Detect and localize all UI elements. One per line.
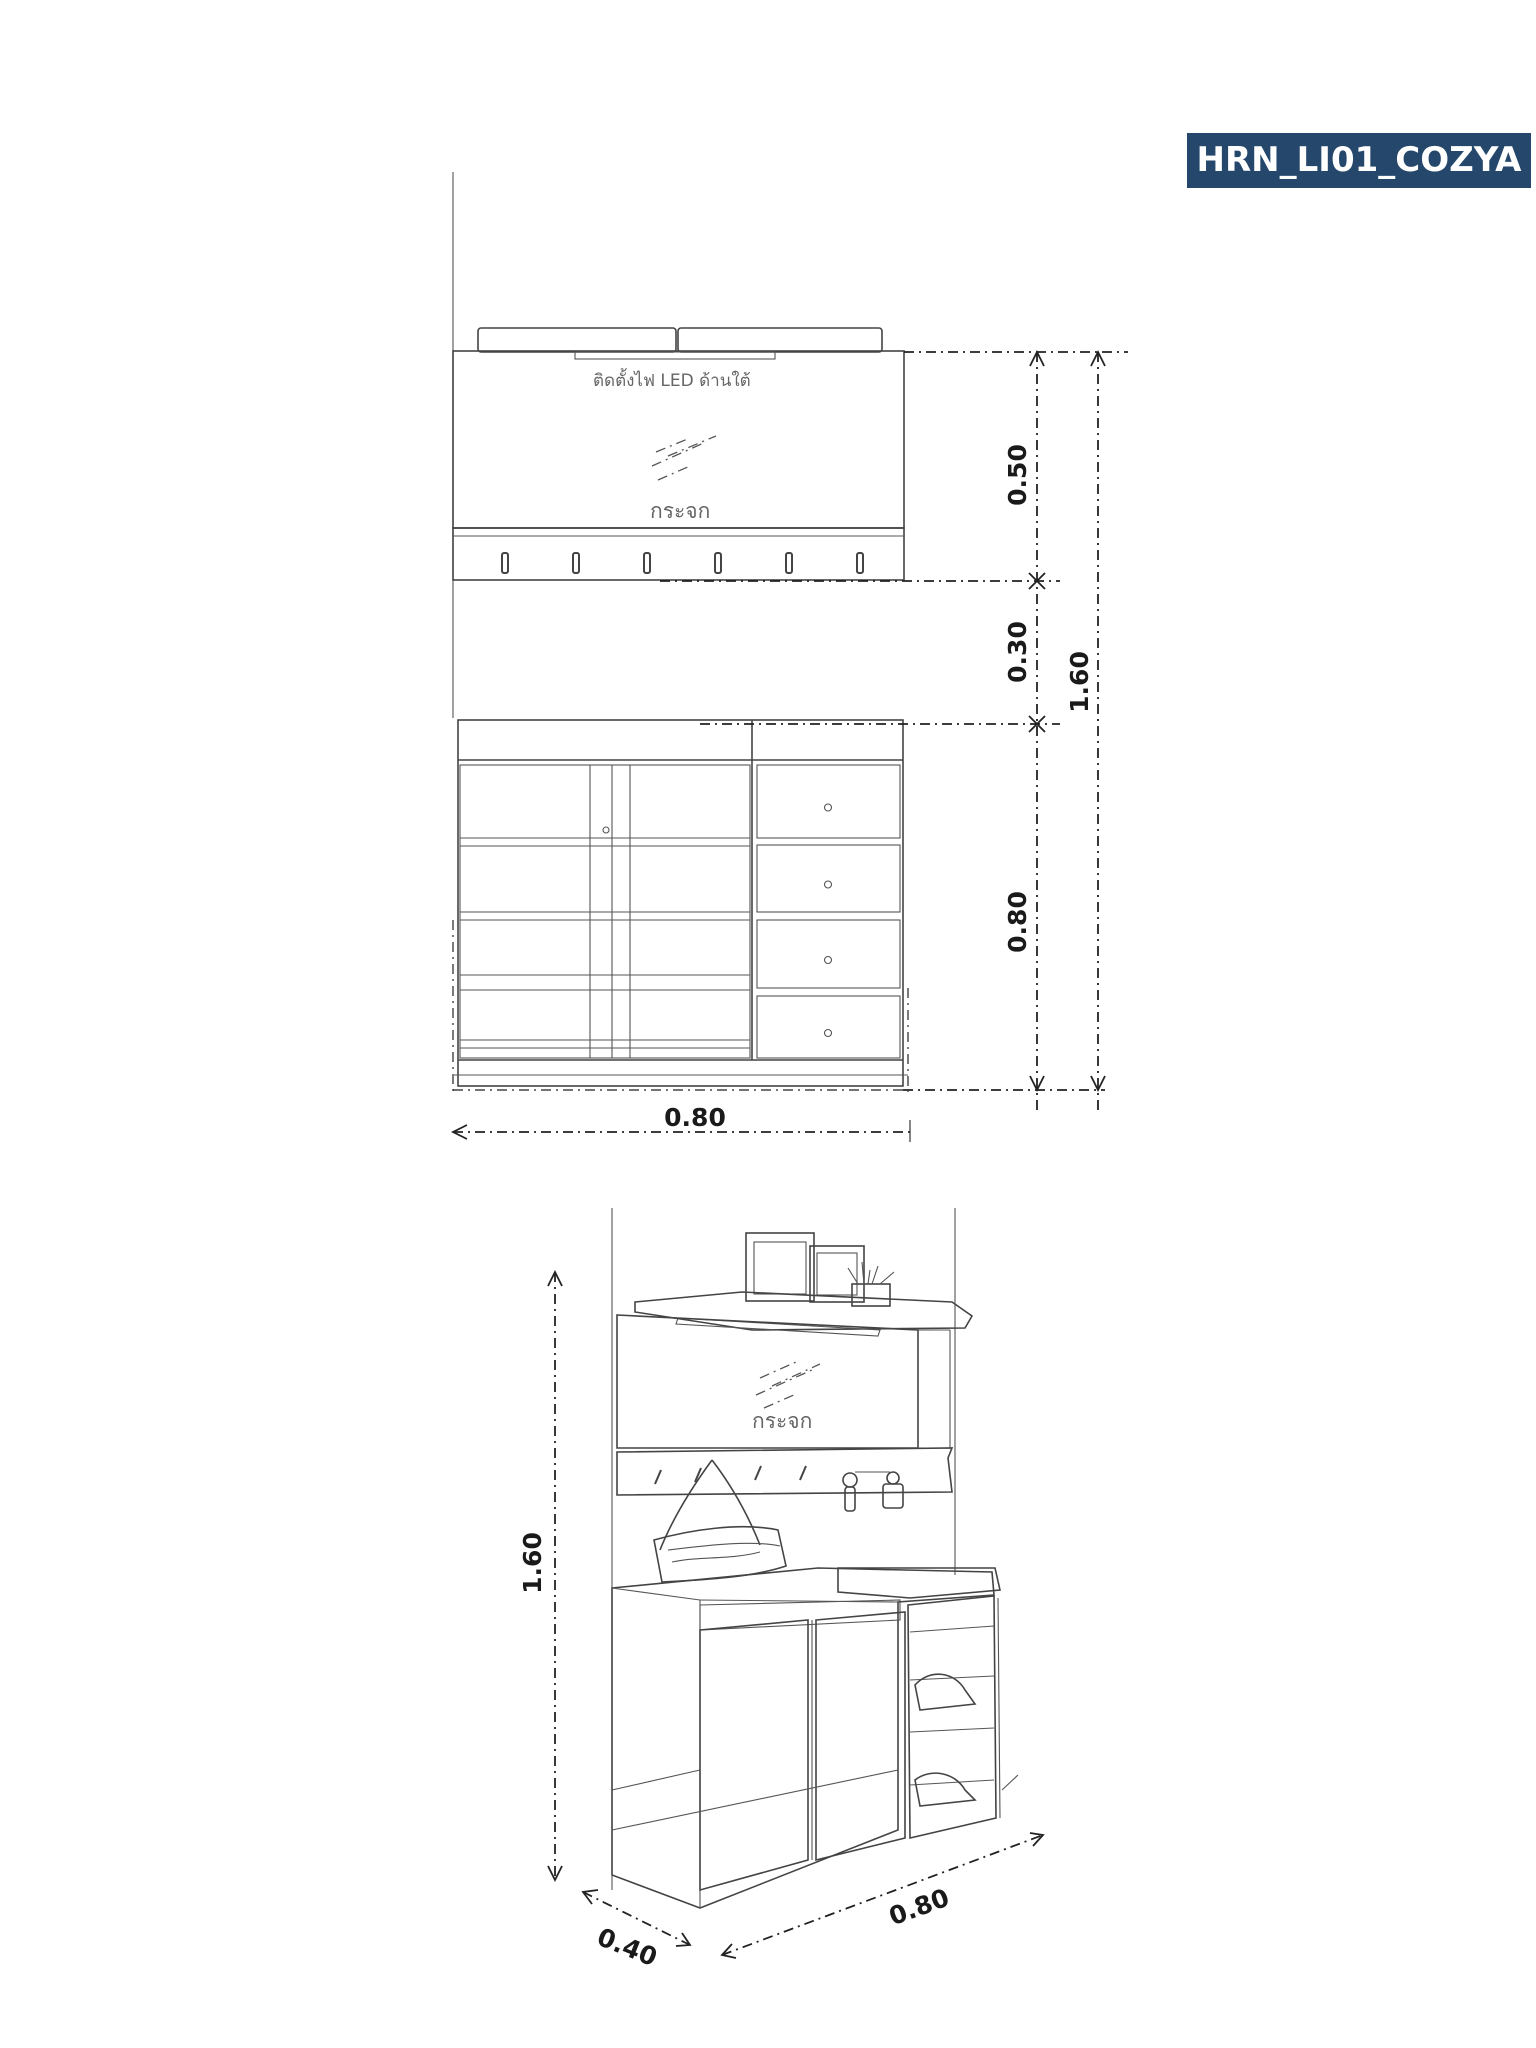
mirror-label: กระจก: [752, 1409, 813, 1433]
hooks: [655, 1466, 806, 1484]
picture-frame-right: [810, 1246, 864, 1302]
mirror-label: กระจก: [650, 499, 711, 523]
dim-width-label: 0.80: [664, 1103, 726, 1132]
hook: [786, 553, 792, 573]
door-knob: [603, 827, 609, 833]
front-elevation: [453, 172, 1128, 1142]
drawer: [757, 920, 900, 988]
drawer-knob: [825, 804, 832, 811]
hook: [800, 1466, 806, 1480]
drawer: [757, 845, 900, 912]
top-shelf-right: [678, 328, 882, 352]
hook: [502, 553, 508, 573]
dim-depth-label: 0.40: [593, 1922, 662, 1973]
keys-icon: [843, 1472, 903, 1511]
hook: [644, 553, 650, 573]
product-code-badge: HRN_LI01_COZYA: [1187, 133, 1531, 188]
led-note: ติดตั้งไฟ LED ด้านใต้: [593, 371, 751, 391]
lower-cabinet: [612, 1568, 994, 1908]
lower-cabinet: [458, 720, 903, 1086]
hook-rail: [617, 1448, 952, 1495]
cabinet-door-right: [816, 1612, 905, 1860]
drawer-knob: [825, 881, 832, 888]
dim-total-label: 1.60: [1065, 651, 1094, 713]
drawer-knob: [825, 1030, 832, 1037]
cabinet-door-left: [700, 1620, 808, 1890]
hook: [755, 1466, 761, 1480]
hook: [715, 553, 721, 573]
mirror-glint-icon: [652, 436, 716, 480]
drawers: [757, 765, 900, 1058]
top-shelf-left: [478, 328, 676, 352]
hook: [655, 1470, 661, 1484]
mirror-glint-icon: [756, 1362, 820, 1408]
hooks: [502, 553, 863, 573]
hook: [573, 553, 579, 573]
drawer: [757, 765, 900, 838]
hook: [857, 553, 863, 573]
hanging-bag-icon: [654, 1460, 786, 1582]
perspective-view: [518, 1208, 1043, 1972]
dim-height-label: 1.60: [518, 1532, 547, 1594]
dim-upper-label: 0.50: [1003, 444, 1032, 506]
led-strip: [575, 352, 775, 359]
shoes-icon: [915, 1674, 975, 1806]
dim-gap-label: 0.30: [1003, 621, 1032, 683]
dim-width-label: 0.80: [885, 1882, 954, 1932]
cabinet-shelves: [460, 838, 750, 1048]
picture-frame-left: [746, 1233, 814, 1301]
dim-cabinet-label: 0.80: [1003, 891, 1032, 953]
drawer-knob: [825, 957, 832, 964]
drawer: [757, 996, 900, 1058]
